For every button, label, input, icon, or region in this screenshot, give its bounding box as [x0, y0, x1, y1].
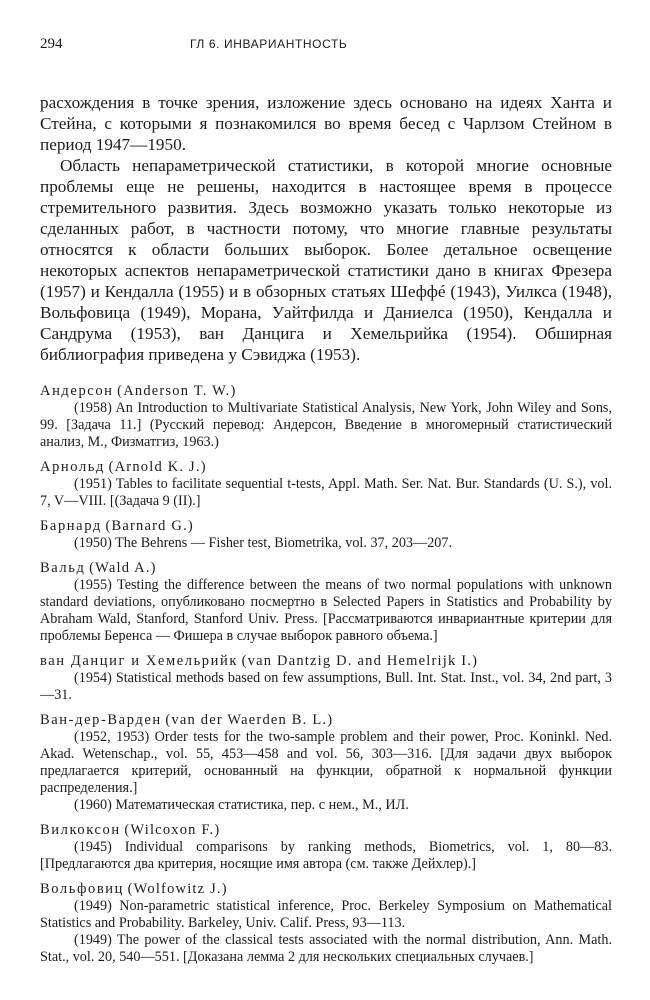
author-name-ru: Андерсон: [40, 383, 114, 399]
author-name-lat: (van der Waerden B. L.): [165, 712, 334, 728]
reference-author: [40, 383, 612, 400]
reference: [40, 881, 612, 966]
reference-entry: (1955) Testing the difference between the means of two normal populations with unknown standard deviations, опубликовано посмертно в Selected Papers in Statistics and Probability by Abraham Wald, Stanford, Stanford Univ. Press. [Рассматриваются инвариантные критерии для проблемы Беренса — Фишера в случае выборок равного объема.]: [40, 577, 612, 644]
paragraph: расхождения в точке зрения, изложение здесь основано на идеях Ханта и Стейна, с которыми я познакомился во время бесед с Чарлзом Стейном в период 1947—1950.: [40, 93, 612, 154]
reference-author: [40, 518, 612, 535]
reference: [40, 822, 612, 873]
reference-entry: (1960) Математическая статистика, пер. с нем., М., ИЛ.: [74, 797, 409, 813]
author-name-ru: Вальд: [40, 560, 86, 576]
reference: [40, 518, 612, 552]
author-name-ru: ван Данциг и Хемельрийк: [40, 653, 239, 669]
author-name-lat: (Barnard G.): [105, 518, 194, 534]
author-name-ru: Ван-дер-Варден: [40, 712, 162, 728]
reference: [40, 383, 612, 451]
reference-author: [40, 881, 612, 898]
author-name-ru: Вольфовиц: [40, 881, 124, 897]
reference: [40, 712, 612, 814]
reference: [40, 560, 612, 645]
reference-list: [40, 383, 612, 966]
reference-entry: (1952, 1953) Order tests for the two-sample problem and their power, Proc. Koninkl. Ned. Akad. Wetenschap., vol. 55, 453—458 and vol. 56, 303—316. [Для задачи двух выборок предлагается критерий, основанный на функции, обратной к нормальной функции распределения.]: [40, 729, 612, 796]
reference-author: [40, 560, 612, 577]
author-name-ru: Барнард: [40, 518, 102, 534]
running-head: ГЛ 6. ИНВАРИАНТНОСТЬ: [190, 37, 348, 51]
author-name-lat: (van Dantzig D. and Hemelrijk I.): [241, 653, 479, 669]
reference-author: [40, 822, 612, 839]
reference-author: [40, 459, 612, 476]
author-name-lat: (Wolfowitz J.): [127, 881, 228, 897]
author-name-ru: Вилкоксон: [40, 822, 121, 838]
reference-author: [40, 653, 612, 670]
author-name-lat: (Wald A.): [89, 560, 157, 576]
reference: [40, 653, 612, 704]
reference-entry: (1954) Statistical methods based on few assumptions, Bull. Int. Stat. Inst., vol. 34, 2nd part, 3—31.: [40, 670, 612, 703]
page-header: [40, 36, 612, 58]
paragraph: Область непараметрической статистики, в которой многие основные проблемы еще не решены, находится в настоящее время в процессе стремительного развития. Здесь возможно указать только некоторые из сделанных работ, в частности потому, что многие главные результаты относятся к области больших выборок. Более детальное освещение некоторых аспектов непараметрической статистики дано в книгах Фрезера (1957) и Кендалла (1955) и в обзорных статьях Шеффé (1943), Уилкса (1948), Вольфовица (1949), Морана, Уайтфилда и Даниелса (1950), Кендалла и Сандрума (1953), ван Данцига и Хемельрийка (1954). Обширная библиография приведена у Сэвиджа (1953).: [40, 156, 612, 364]
reference-entry: (1945) Individual comparisons by ranking methods, Biometrics, vol. 1, 80—83. [Предлагаются два критерия, носящие имя автора (см. также Дейхлер).]: [40, 839, 612, 872]
author-name-lat: (Arnold K. J.): [108, 459, 207, 475]
author-name-lat: (Anderson T. W.): [117, 383, 237, 399]
reference-entry: (1951) Tables to facilitate sequential t-tests, Appl. Math. Ser. Nat. Bur. Standards (U. S.), vol. 7, V—VIII. [(Задача 9 (II).]: [40, 476, 612, 509]
reference-entry: (1949) The power of the classical tests associated with the normal distribution, Ann. Math. Stat., vol. 20, 540—551. [Доказана лемма 2 для нескольких специальных случаев.]: [40, 932, 612, 965]
reference-entry: (1958) An Introduction to Multivariate Statistical Analysis, New York, John Wiley and Sons, 99. [Задача 11.] (Русский перевод: Андерсон, Введение в многомерный статистический анализ, М., Физматгиз, 1963.): [40, 400, 612, 450]
author-name-ru: Арнольд: [40, 459, 105, 475]
author-name-lat: (Wilcoxon F.): [124, 822, 221, 838]
reference-entry: (1950) The Behrens — Fisher test, Biometrika, vol. 37, 203—207.: [74, 535, 453, 551]
reference-entry: (1949) Non-parametric statistical inference, Proc. Berkeley Symposium on Mathematical Statistics and Probability. Barkeley, Univ. Calif. Press, 93—113.: [40, 898, 612, 931]
reference-author: [40, 712, 612, 729]
reference: [40, 459, 612, 510]
page-number: 294: [40, 36, 63, 52]
body-text: [40, 92, 612, 365]
